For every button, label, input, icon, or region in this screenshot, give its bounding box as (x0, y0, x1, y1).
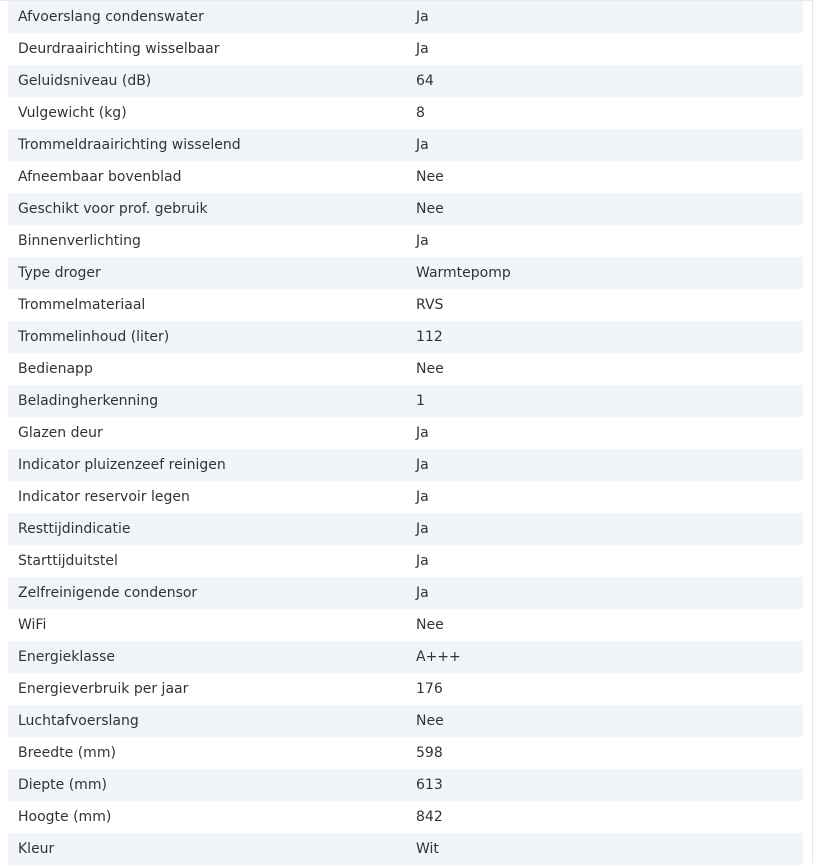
spec-row (8, 129, 803, 161)
spec-row (8, 417, 803, 449)
spec-row (8, 705, 803, 737)
spec-value: Ja (416, 137, 429, 153)
spec-value: Ja (416, 521, 429, 537)
spec-value: Ja (416, 425, 429, 441)
spec-label: WiFi (18, 617, 47, 633)
spec-label: Glazen deur (18, 425, 103, 441)
spec-value: 64 (416, 73, 434, 89)
spec-label: Geschikt voor prof. gebruik (18, 201, 208, 217)
spec-value: Ja (416, 489, 429, 505)
spec-row (8, 97, 803, 129)
spec-row (8, 385, 803, 417)
spec-row (8, 673, 803, 705)
spec-value: Ja (416, 9, 429, 25)
spec-label: Diepte (mm) (18, 777, 107, 793)
spec-row (8, 769, 803, 801)
spec-row (8, 65, 803, 97)
spec-label: Geluidsniveau (dB) (18, 73, 152, 89)
spec-value: Ja (416, 553, 429, 569)
spec-label: Resttijdindicatie (18, 521, 131, 537)
spec-label: Binnenverlichting (18, 233, 141, 249)
spec-value: Warmtepomp (416, 265, 511, 281)
spec-label: Bedienapp (18, 361, 93, 377)
spec-value: 8 (416, 105, 425, 121)
spec-row (8, 353, 803, 385)
spec-value: Nee (416, 713, 444, 729)
spec-value: Nee (416, 201, 444, 217)
spec-row (8, 33, 803, 65)
spec-label: Trommelmateriaal (18, 297, 146, 313)
spec-value: Nee (416, 617, 444, 633)
spec-label: Trommeldraairichting wisselend (18, 137, 241, 153)
spec-label: Type droger (18, 265, 101, 281)
spec-row (8, 225, 803, 257)
spec-value: 613 (416, 777, 443, 793)
spec-label: Breedte (mm) (18, 745, 116, 761)
spec-label: Afvoerslang condenswater (18, 9, 204, 25)
spec-row (8, 641, 803, 673)
spec-label: Energieklasse (18, 649, 116, 665)
spec-row (8, 257, 803, 289)
spec-label: Kleur (18, 841, 55, 857)
spec-row (8, 513, 803, 545)
spec-row (8, 609, 803, 641)
spec-row (8, 833, 803, 865)
spec-value: Ja (416, 41, 429, 57)
spec-label: Vulgewicht (kg) (18, 105, 127, 121)
spec-value: Ja (416, 233, 429, 249)
spec-label: Starttijduitstel (18, 553, 118, 569)
spec-value: Ja (416, 457, 429, 473)
spec-row (8, 449, 803, 481)
spec-value: 842 (416, 809, 443, 825)
spec-label: Indicator pluizenzeef reinigen (18, 457, 226, 473)
spec-value: 176 (416, 681, 443, 697)
specifications-table-body (8, 1, 803, 865)
spec-value: Nee (416, 361, 444, 377)
specifications-table (8, 1, 803, 865)
spec-row (8, 545, 803, 577)
spec-value: Nee (416, 169, 444, 185)
spec-value: 598 (416, 745, 443, 761)
spec-row (8, 289, 803, 321)
spec-label: Deurdraairichting wisselbaar (18, 41, 220, 57)
spec-label: Hoogte (mm) (18, 809, 112, 825)
spec-value: A+++ (416, 649, 461, 665)
spec-row (8, 801, 803, 833)
spec-label: Beladingherkenning (18, 393, 159, 409)
spec-value: RVS (416, 297, 444, 313)
spec-value: 112 (416, 329, 443, 345)
spec-value: Wit (416, 841, 439, 857)
spec-label: Luchtafvoerslang (18, 713, 139, 729)
spec-row (8, 321, 803, 353)
spec-row (8, 1, 803, 33)
spec-label: Zelfreinigende condensor (18, 585, 198, 601)
spec-row (8, 481, 803, 513)
spec-value: Ja (416, 585, 429, 601)
spec-row (8, 193, 803, 225)
spec-label: Indicator reservoir legen (18, 489, 190, 505)
spec-label: Afneembaar bovenblad (18, 169, 182, 185)
spec-row (8, 577, 803, 609)
spec-label: Energieverbruik per jaar (18, 681, 189, 697)
spec-label: Trommelinhoud (liter) (18, 329, 170, 345)
spec-value: 1 (416, 393, 425, 409)
spec-row (8, 161, 803, 193)
spec-row (8, 737, 803, 769)
